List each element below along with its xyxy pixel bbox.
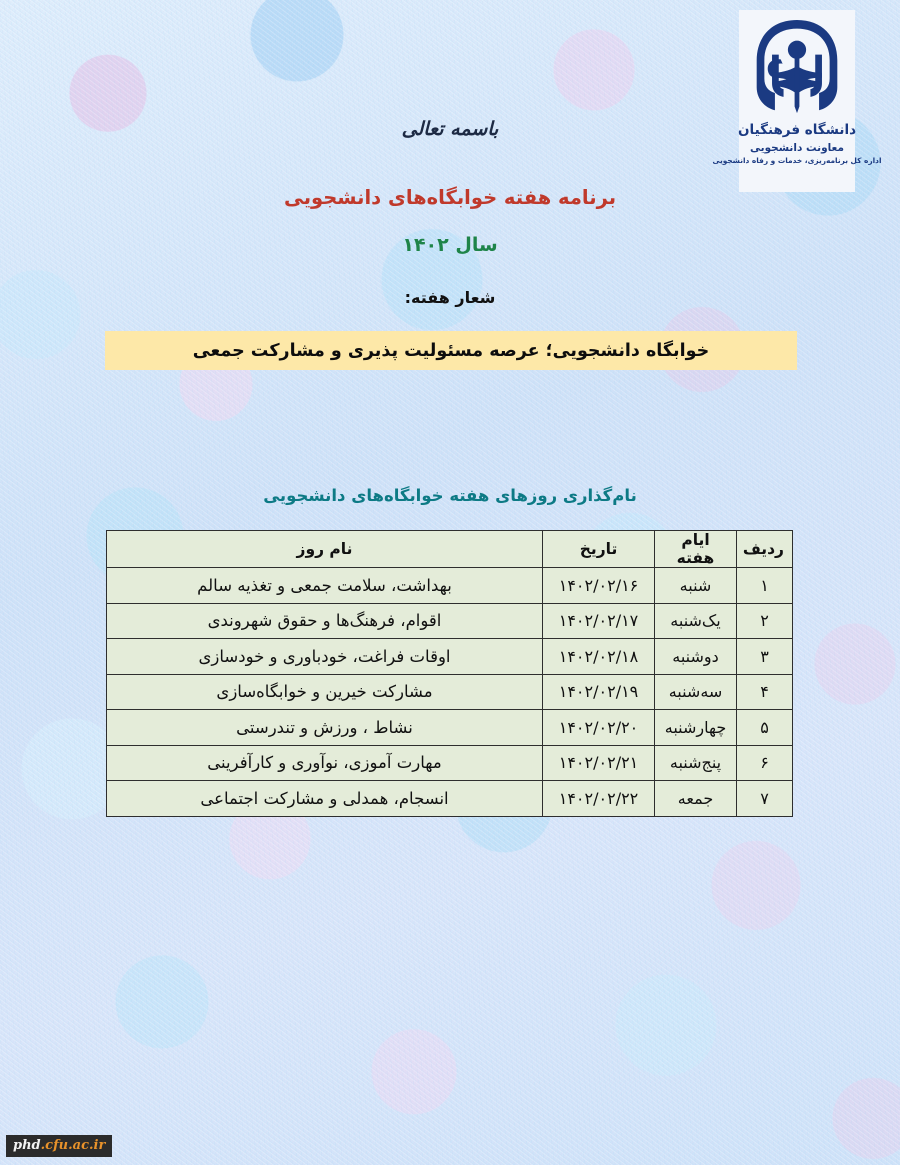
column-header-date: تاریخ: [543, 531, 655, 568]
table-cell-weekday: یک‌شنبه: [655, 603, 737, 639]
table-row: [107, 674, 793, 710]
table-row: [107, 745, 793, 781]
table-row: [107, 603, 793, 639]
table-cell-date: ۱۴۰۲/۰۲/۲۱: [543, 745, 655, 781]
table-cell-weekday: سه‌شنبه: [655, 674, 737, 710]
table-cell-radif: ۷: [737, 781, 793, 817]
table-cell-radif: ۴: [737, 674, 793, 710]
logo-university-name: دانشگاه فرهنگیان: [737, 122, 856, 138]
table-cell-date: ۱۴۰۲/۰۲/۱۶: [543, 568, 655, 604]
table-row: [107, 568, 793, 604]
table-cell-radif: ۱: [737, 568, 793, 604]
page-title: برنامه هفته خوابگاه‌های دانشجویی: [283, 186, 617, 209]
university-emblem-icon: [749, 16, 845, 122]
slogan-text: خوابگاه دانشجویی؛ عرصه مسئولیت پذیری و مشارکت جمعی: [192, 340, 710, 361]
table-cell-radif: ۳: [737, 639, 793, 675]
column-header-dayname: نام روز: [107, 531, 543, 568]
table-cell-weekday: دوشنبه: [655, 639, 737, 675]
organization-logo: [712, 10, 882, 192]
table-caption: نام‌گذاری روزهای هفته خوابگاه‌های دانشجویی: [263, 486, 637, 505]
table-cell-radif: ۲: [737, 603, 793, 639]
slogan-banner: [105, 331, 797, 370]
table-cell-date: ۱۴۰۲/۰۲/۲۰: [543, 710, 655, 746]
site-watermark: [6, 1135, 112, 1157]
basmala-text: باسمه تعالی: [401, 118, 499, 140]
column-header-weekday: ایام هفته: [655, 531, 737, 568]
table-cell-weekday: شنبه: [655, 568, 737, 604]
table-cell-date: ۱۴۰۲/۰۲/۱۸: [543, 639, 655, 675]
table-cell-weekday: پنج‌شنبه: [655, 745, 737, 781]
table-row: [107, 639, 793, 675]
table-cell-dayname: اقوام، فرهنگ‌ها و حقوق شهروندی: [107, 603, 543, 639]
table-cell-dayname: بهداشت، سلامت جمعی و تغذیه سالم: [107, 568, 543, 604]
watermark-prefix: phd: [13, 1138, 41, 1153]
table-cell-date: ۱۴۰۲/۰۲/۱۷: [543, 603, 655, 639]
table-cell-dayname: اوقات فراغت، خودباوری و خودسازی: [107, 639, 543, 675]
watermark-domain: .cfu.ac.ir: [40, 1138, 106, 1153]
table-cell-dayname: نشاط ، ورزش و تندرستی: [107, 710, 543, 746]
year-subtitle: سال ۱۴۰۲: [402, 234, 498, 256]
logo-deputy-name: معاونت دانشجویی: [750, 141, 844, 154]
table-cell-date: ۱۴۰۲/۰۲/۱۹: [543, 674, 655, 710]
schedule-table: [106, 530, 793, 817]
table-cell-weekday: جمعه: [655, 781, 737, 817]
table-cell-dayname: مشارکت خیرین و خوابگاه‌سازی: [107, 674, 543, 710]
table-cell-date: ۱۴۰۲/۰۲/۲۲: [543, 781, 655, 817]
table-cell-dayname: انسجام، همدلی و مشارکت اجتماعی: [107, 781, 543, 817]
table-cell-weekday: چهارشنبه: [655, 710, 737, 746]
table-cell-radif: ۵: [737, 710, 793, 746]
column-header-radif: ردیف: [737, 531, 793, 568]
table-cell-dayname: مهارت آموزی، نوآوری و کارآفرینی: [107, 745, 543, 781]
table-row: [107, 781, 793, 817]
table-row: [107, 710, 793, 746]
logo-office-name: اداره کل برنامه‌ریزی، خدمات و رفاه دانشجویی: [712, 155, 882, 165]
table-header-row: [107, 531, 793, 568]
table-cell-radif: ۶: [737, 745, 793, 781]
slogan-label: شعار هفته:: [404, 288, 496, 307]
